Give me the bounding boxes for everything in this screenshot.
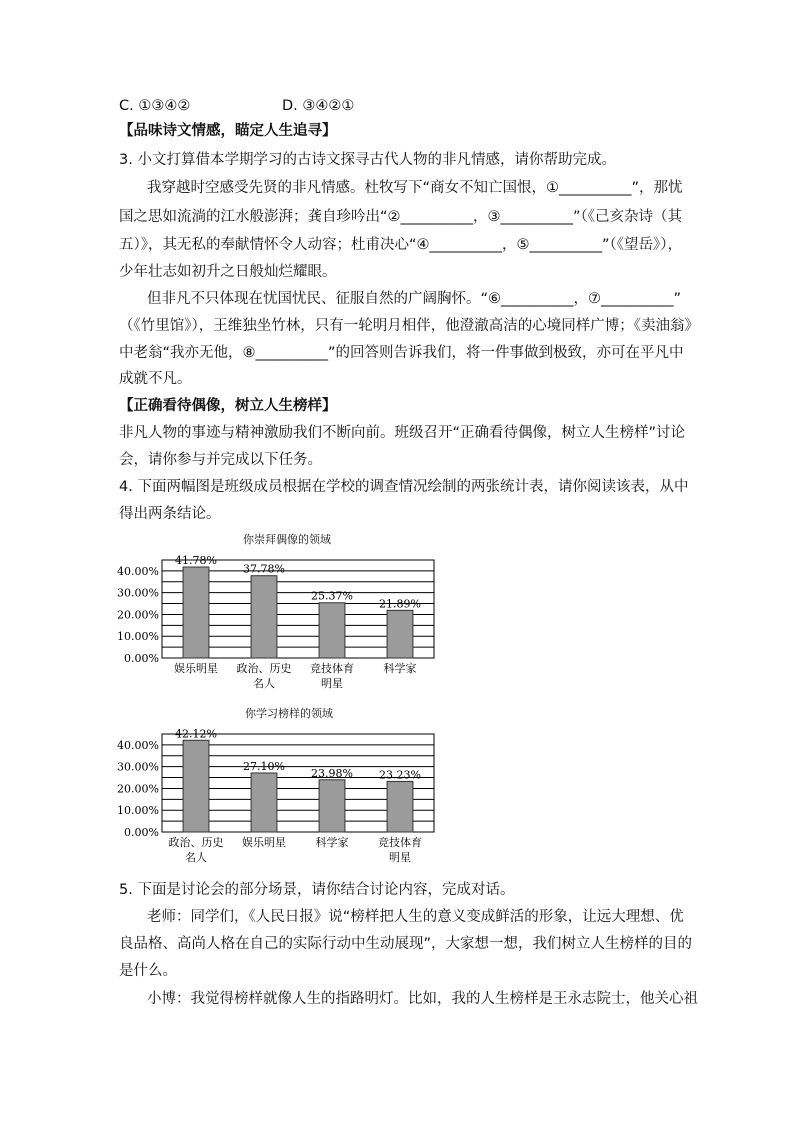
y-tick-label: 0.00% [124, 652, 159, 665]
y-tick-label: 20.00% [117, 608, 159, 622]
chart-role-model-domain [112, 720, 452, 880]
teacher-line-1: 老师：同学们，《人民日报》说“榜样把人生的意义变成鲜活的形象，让远大理想、优 [147, 909, 684, 925]
q3-paragraph-1-line-4: 少年壮志如初升之日般灿烂耀眼。 [119, 264, 337, 280]
data-label: 27.10% [243, 759, 285, 773]
chart-idol-domain [112, 546, 452, 704]
y-tick-label: 30.00% [117, 586, 159, 600]
x-tick-label: 政治、历史 [236, 662, 292, 675]
x-tick-label: 娱乐明星 [242, 836, 286, 849]
y-tick-label: 10.00% [117, 630, 159, 644]
section-heading-poetry: 【品味诗文情感，瞄定人生追寻】 [119, 123, 337, 139]
bar [319, 603, 345, 658]
question-4-stem-line-1: 4. 下面两幅图是班级成员根据在学校的调查情况绘制的两张统计表，请你阅读该表，从中 [119, 479, 689, 495]
chart-2-title: 你学习榜样的领域 [245, 707, 333, 720]
data-label: 37.78% [243, 562, 285, 576]
teacher-line-3: 是什么。 [119, 963, 177, 979]
bar [387, 610, 413, 658]
x-tick-label: 娱乐明星 [174, 662, 218, 675]
x-tick-label: 竞技体育 [310, 662, 354, 675]
x-tick-label: 竞技体育 [378, 836, 422, 849]
x-tick-label: 政治、历史 [168, 836, 224, 849]
bar [251, 576, 277, 658]
y-tick-label: 30.00% [117, 760, 159, 774]
option-d: D. ③④②① [282, 98, 355, 114]
option-c: C. ①③④② [119, 98, 191, 114]
bar [183, 567, 209, 658]
data-label: 25.37% [311, 589, 353, 603]
chart-1-title: 你崇拜偶像的领域 [243, 533, 331, 546]
y-tick-label: 40.00% [117, 564, 159, 578]
bar [251, 773, 277, 832]
data-label: 23.98% [311, 766, 353, 780]
x-tick-label: 名人 [253, 677, 275, 690]
section-2-intro-line-1: 非凡人物的事迹与精神激励我们不断向前。班级召开“正确看待偶像，树立人生榜样”讨论 [119, 425, 686, 441]
bar [319, 780, 345, 832]
question-4-stem-line-2: 得出两条结论。 [119, 506, 221, 522]
x-tick-label: 科学家 [383, 662, 417, 675]
section-2-intro-line-2: 会，请你参与并完成以下任务。 [119, 452, 322, 468]
x-tick-label: 科学家 [315, 836, 349, 849]
data-label: 42.12% [175, 727, 217, 741]
question-5-stem: 5. 下面是讨论会的部分场景，请你结合讨论内容，完成对话。 [119, 882, 515, 898]
q3-paragraph-2-line-1: 但非凡不只体现在忧国忧民、征服自然的广阔胸怀。“⑥__________，⑦__________” [147, 291, 682, 307]
section-heading-idol: 【正确看待偶像，树立人生榜样】 [119, 398, 337, 414]
x-tick-label: 明星 [389, 851, 411, 864]
q3-paragraph-2-line-3: 中老翁“我亦无他，⑧__________”的回答则告诉我们，将一件事做到极致，亦可在平凡中 [119, 345, 684, 361]
data-label: 23.23% [379, 768, 421, 782]
data-label: 21.89% [379, 597, 421, 611]
y-tick-label: 40.00% [117, 738, 159, 752]
xiaobo-line-1: 小博：我觉得榜样就像人生的指路明灯。比如，我的人生榜样是王永志院士，他关心祖 [147, 991, 698, 1007]
y-tick-label: 10.00% [117, 804, 159, 818]
bar [387, 781, 413, 832]
q3-paragraph-1-line-2: 国之思如流淌的江水般澎湃；龚自珍吟出“②__________，③__________”（《己亥杂诗（其 [119, 209, 683, 225]
data-label: 41.78% [175, 554, 217, 568]
y-tick-label: 0.00% [124, 826, 159, 839]
q3-paragraph-1-line-1: 我穿越时空感受先贤的非凡情感。杜牧写下“商女不知亡国恨，①__________”，那忧 [147, 180, 683, 196]
question-3-stem: 3. 小文打算借本学期学习的古诗文探寻古代人物的非凡情感，请你帮助完成。 [119, 152, 616, 168]
bar [183, 740, 209, 832]
x-tick-label: 名人 [185, 851, 207, 864]
q3-paragraph-2-line-4: 成就不凡。 [119, 371, 192, 387]
q3-paragraph-1-line-3: 五）》，其无私的奉献情怀令人动容；杜甫决心“④__________，⑤__________”（《望岳》）， [119, 237, 683, 253]
x-tick-label: 明星 [321, 677, 343, 690]
q3-paragraph-2-line-2: （《竹里馆》），王维独坐竹林，只有一轮明月相伴，他澄澈高洁的心境同样广博；《卖油翁》 [119, 318, 699, 334]
y-tick-label: 20.00% [117, 782, 159, 796]
teacher-line-2: 良品格、高尚人格在自己的实际行动中生动展现”，大家想一想，我们树立人生榜样的目的 [119, 936, 693, 952]
